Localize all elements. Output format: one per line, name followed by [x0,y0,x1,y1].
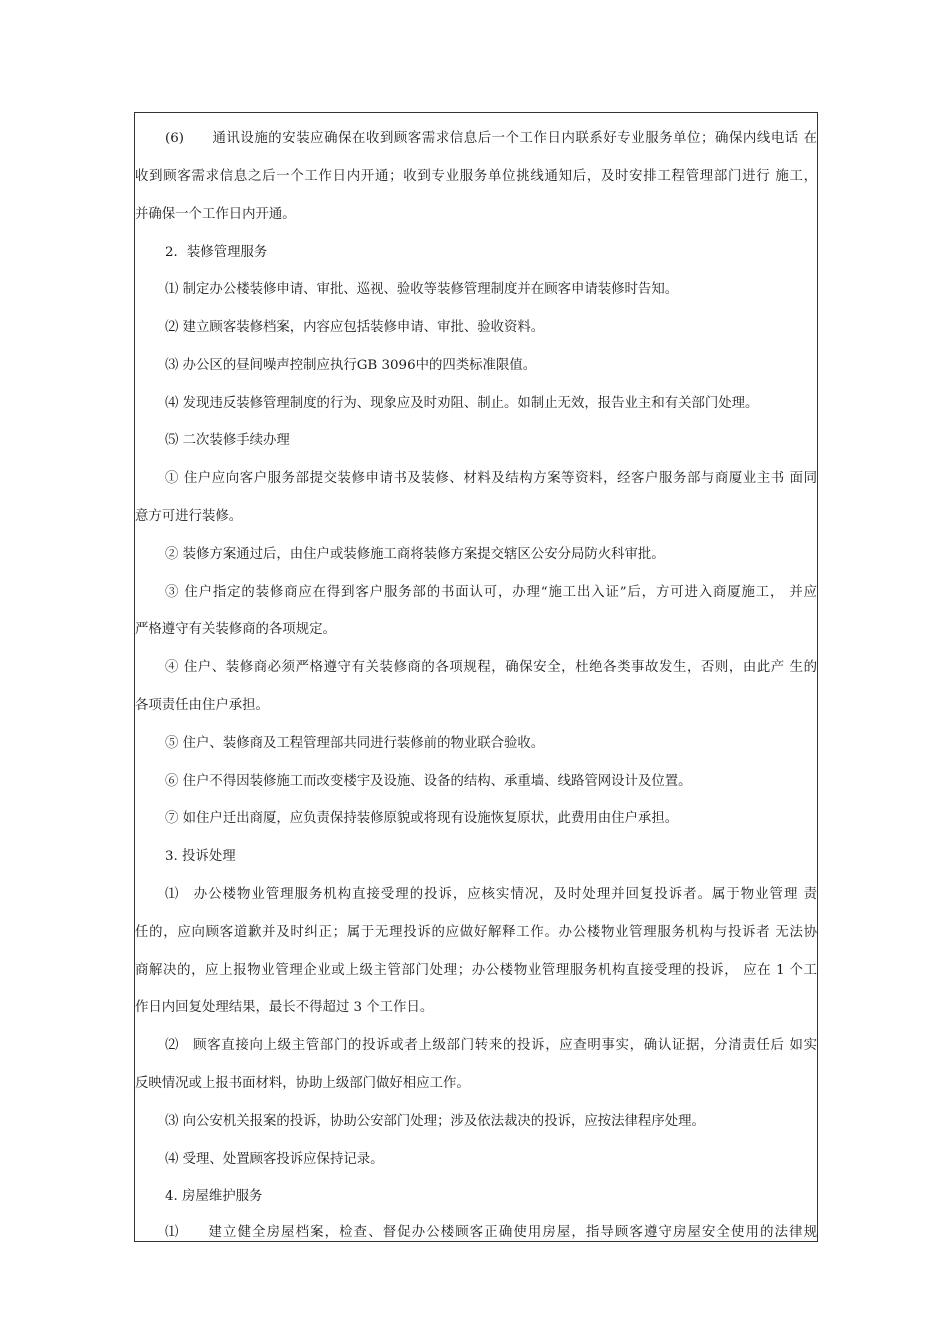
text-line: 各项责任由住户承担。 [135,698,269,713]
section-heading: 2．装修管理服务 [165,245,268,260]
text-line: 反映情况或上报书面材料，协助上级部门做好相应工作。 [135,1076,470,1091]
text-line: ⑴ 建立健全房屋档案，检查、督促办公楼顾客正确使用房屋，指导顾客遵守房屋安全使用的法律规 [165,1225,817,1240]
text-line: ⑴ 办公楼物业管理服务机构直接受理的投诉，应核实情况，及时处理并回复投诉者。属于物业管理 责 [165,887,817,902]
text-line: ⑶ 向公安机关报案的投诉，协助公安部门处理；涉及依法裁决的投诉，应按法律程序处理。 [165,1114,705,1129]
text-line: ⑵ 顾客直接向上级主管部门的投诉或者上级部门转来的投诉，应查明事实，确认证据，分清责任后 如实 [165,1038,817,1053]
text-line: 并确保一个工作日内开通。 [135,207,296,222]
text-line: (6) 通讯设施的安装应确保在收到顾客需求信息后一个工作日内联系好专业服务单位；确保内线电话 在 [165,131,817,146]
section-heading: 4. 房屋维护服务 [165,1189,263,1204]
text-line: ⑵ 建立顾客装修档案，内容应包括装修申请、审批、验收资料。 [165,320,545,335]
text-line: ⑷ 受理、处置顾客投诉应保持记录。 [165,1152,384,1167]
text-line: ④ 住户、装修商必须严格遵守有关装修商的各项规程，确保安全，杜绝各类事故发生，否则，由此产 生的 [165,660,817,675]
text-line: 商解决的，应上报物业管理企业或上级主管部门处理；办公楼物业管理服务机构直接受理的投诉， 应在 1 个工 [135,963,817,978]
text-line: 意方可进行装修。 [135,509,243,524]
text-line: ② 装修方案通过后，由住户或装修施工商将装修方案提交辖区公安分局防火科审批。 [165,547,665,562]
text-line: ⑥ 住户不得因装修施工而改变楼宇及设施、设备的结构、承重墙、线路管网设计及位置。 [165,774,692,789]
text-line: ⑷ 发现违反装修管理制度的行为、现象应及时劝阻、制止。如制止无效，报告业主和有关部门处理。 [165,396,759,411]
text-line: ⑶ 办公区的昼间噪声控制应执行GB 3096中的四类标准限值。 [165,358,537,373]
text-line: ⑴ 制定办公楼装修申请、审批、巡视、验收等装修管理制度并在顾客申请装修时告知。 [165,282,679,297]
text-line: 作日内回复处理结果，最长不得超过 3 个工作日。 [135,1000,434,1015]
text-line: ⑦ 如住户迁出商厦，应负责保持装修原貌或将现有设施恢复原状，此费用由住户承担。 [165,811,679,826]
text-line: ⑤ 住户、装修商及工程管理部共同进行装修前的物业联合验收。 [165,736,545,751]
text-line: ⑸ 二次装修手续办理 [165,433,290,448]
section-heading: 3. 投诉处理 [165,849,236,864]
text-line: 收到顾客需求信息之后一个工作日内开通；收到专业服务单位挑线通知后，及时安排工程管理部门进行 施工， [135,169,817,184]
text-line: ① 住户应向客户服务部提交装修申请书及装修、材料及结构方案等资料，经客户服务部与商厦业主书 面同 [165,471,817,486]
text-line: 严格遵守有关装修商的各项规定。 [135,622,336,637]
document-table-cell [134,112,818,1242]
text-line: ③ 住户指定的装修商应在得到客户服务部的书面认可，办理“施工出入证”后，方可进入商厦施工， 并应 [165,585,817,600]
text-line: 任的，应向顾客道歉并及时纠正；属于无理投诉的应做好解释工作。办公楼物业管理服务机构与投诉者 无法协 [135,925,817,940]
